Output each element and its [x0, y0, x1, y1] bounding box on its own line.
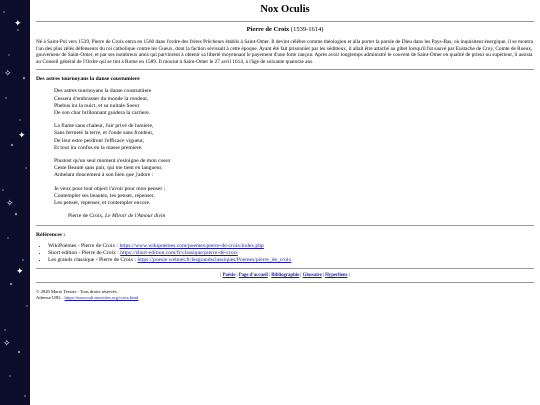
poem-line: De son char brillonnant guidera la carriere. — [54, 109, 151, 116]
references-heading: Références : — [36, 232, 66, 239]
poem-line: Des astres tournoyans la danse coustumiere — [54, 88, 152, 95]
stanza-3 — [54, 158, 534, 180]
poem-line: Sans fermeté la terre, et l'onde sans froideur, — [54, 130, 154, 137]
reference-item — [48, 257, 534, 264]
poem-body — [54, 88, 534, 207]
star-icon: ✧ — [4, 69, 12, 79]
nav-link-bibliographie[interactable]: Bibliographie — [271, 273, 300, 279]
biography-paragraph: Né à Saint-Pol vers 1539, Pierre de Croix entra en 1560 dans l'ordre des frères Prêcheurs établis à Saint-Omer. Il devint célèbre comme théologien et alla porter la parole de Dieu dans les Pays-Bas, où inquisiteur énergique, il se montra l'un des plus zélés défenseurs du roi catholique contre les Gueux, dont la faction sévissait à cette époque. Ayant été fait prisonnier par les séditieux, il allait être attaché au gibet lorsqu'il fut sauvé par Eustache de Croy, Comte de Roeux, gouverneur de Saint-Omer, et par ses nombreux amis qui parvinrent à obtenir sa liberté moyennant le payement d'une forte rançon. Après avoir longtemps administré le couvent de Saint-Omer en qualité de prieur ou supérieur, il assista au Conseil général de l'Ordre qui se tint à Rome en 1589. Il mourut à Saint-Omer le 27 avril 1614, à l'âge de soixante quatorze ans. — [36, 39, 533, 65]
main-content — [36, 0, 534, 301]
poem-line: Anhelant doucement à son bien que j'adore : — [54, 172, 154, 179]
poem-line: De leur estre perdront l'efficace vigueur, — [54, 137, 145, 144]
page-footer — [36, 289, 534, 301]
attribution-work: Le Miroir de l'Amour divin — [104, 213, 166, 220]
poem-line: Ceste Beauté sans pair, qui me tient en langueur, — [54, 165, 163, 172]
star-icon: ✦ — [16, 267, 24, 277]
poem-line: La flame sans chaleur, l'air privé de lumiere, — [54, 123, 154, 130]
divider — [36, 21, 534, 22]
nav-link-poesie[interactable]: Poésie — [222, 273, 236, 279]
reference-link[interactable]: https://poesie.webnet.fr/lesgrandsclassiques/Poemes/pierre_de_croix — [137, 257, 292, 264]
reference-label: Short edition - Pierre de Croix : — [48, 250, 119, 257]
divider — [36, 268, 534, 269]
address-label: Adresse URL : — [36, 295, 64, 301]
stanza-2 — [54, 123, 534, 152]
poem-line: Je veux pour tout object l'avoir pour mon penser ; — [54, 185, 166, 192]
reference-link[interactable]: https://short-edition.com/fr/classique/pierre-de-croix — [120, 250, 238, 257]
poem-heading: Des astres tournoyans la danse coustumiere — [36, 76, 140, 83]
star-icon: ✧ — [6, 199, 14, 209]
nav-link-hyperliens[interactable]: Hyperliens — [325, 273, 348, 279]
poem-line: Plustost qu'un seul moment s'esloigne de mon coeur — [54, 158, 171, 164]
page-title: Nox Oculis — [260, 4, 310, 15]
star-icon: ✦ — [18, 131, 26, 141]
copyright-text: © 2020 Mario Tessier - Tous droits réservés. — [36, 289, 118, 295]
poem-line: Et tout ira confus en la masse premiere. — [54, 144, 143, 151]
reference-label: Les grands classique - Pierre de Croix : — [48, 257, 137, 264]
poem-line: Les penser, repenser, et contempler encore. — [54, 200, 151, 207]
reference-link[interactable]: https://www.wikipoemes.com/poemes/pierre-de-croix/index.php — [119, 243, 264, 250]
star-icon: ✧ — [3, 339, 11, 349]
divider — [36, 225, 534, 226]
divider — [36, 69, 534, 70]
divider — [36, 282, 534, 283]
reference-label: WikiPoèmes - Pierre de Croix : — [48, 243, 119, 250]
nav-link-accueil[interactable]: Page d'accueil — [238, 273, 268, 279]
poem-attribution — [68, 213, 534, 219]
nav-link-glossaire[interactable]: Glossaire — [302, 273, 322, 279]
author-header — [36, 26, 534, 33]
references-list — [36, 243, 534, 264]
poem-line: Contempler ses beautez, les penser, repenser, — [54, 192, 155, 199]
stanza-1 — [54, 88, 534, 117]
address-line — [36, 295, 534, 301]
poem-line: Phebus ira la nuict, et sa nuitale Soeur — [54, 102, 140, 109]
author-name: Pierre de Croix — [246, 26, 290, 33]
poem-line: Cessera d'embrasser du monde la rondeur, — [54, 95, 149, 102]
starfield-sidebar — [0, 0, 30, 405]
address-link[interactable]: https://noxoculi.neocities.org/croix.html — [64, 295, 139, 301]
author-dates: (1539-1614) — [290, 26, 324, 33]
attribution-author: Pierre de Croix, — [68, 213, 104, 220]
star-icon: ✦ — [14, 19, 22, 29]
footer-nav: | Poésie | Page d'accueil | Bibliographie | Glossaire | Hyperliens | — [220, 273, 350, 279]
stanza-4 — [54, 186, 534, 208]
